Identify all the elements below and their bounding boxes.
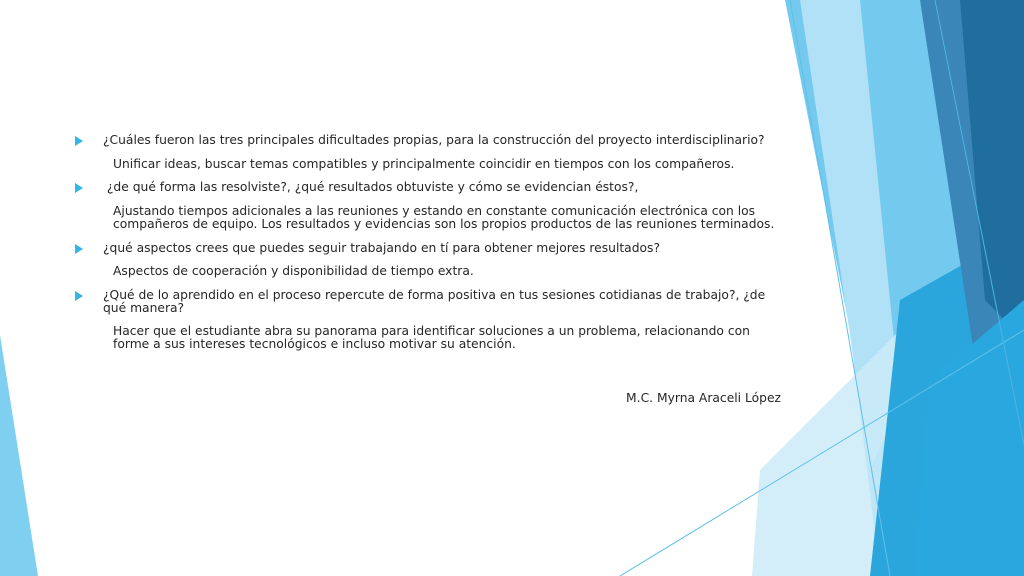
- triangle-bullet-icon: [75, 291, 83, 301]
- question-text: ¿Cuáles fueron las tres principales dificultades propias, para la construcción del proyecto interdisciplinario?: [103, 133, 765, 147]
- question-item: [75, 181, 785, 195]
- answer-text: Aspectos de cooperación y disponibilidad de tiempo extra.: [113, 264, 474, 278]
- answer-text: Hacer que el estudiante abra su panorama para identificar soluciones a un problema, relacionando con forme a sus intereses tecnológicos e incluso motivar su atención.: [113, 323, 750, 351]
- triangle-bullet-icon: [75, 244, 83, 254]
- triangle-bullet-icon: [75, 136, 83, 146]
- answer-text: Ajustando tiempos adicionales a las reuniones y estando en constante comunicación electrónica con los compañeros de equipo. Los resultados y evidencias son los propios productos de las reuniones terminados.: [113, 203, 775, 231]
- qa-list: [75, 134, 785, 352]
- question-text: ¿de qué forma las resolviste?, ¿qué resultados obtuviste y cómo se evidencian éstos?,: [103, 180, 639, 194]
- question-item: [75, 134, 785, 148]
- question-text: ¿Qué de lo aprendido en el proceso repercute de forma positiva en tus sesiones cotidianas de trabajo?, ¿de qué manera?: [103, 287, 766, 315]
- triangle-bullet-icon: [75, 183, 83, 193]
- left-edge-shape: [0, 335, 38, 576]
- author-signature: M.C. Myrna Araceli López: [626, 391, 781, 405]
- question-item: [75, 242, 785, 256]
- question-text: ¿qué aspectos crees que puedes seguir trabajando en tí para obtener mejores resultados?: [103, 240, 660, 255]
- answer-text: Unificar ideas, buscar temas compatibles y principalmente coincidir en tiempos con los compañeros.: [113, 156, 735, 171]
- question-item: [75, 289, 785, 316]
